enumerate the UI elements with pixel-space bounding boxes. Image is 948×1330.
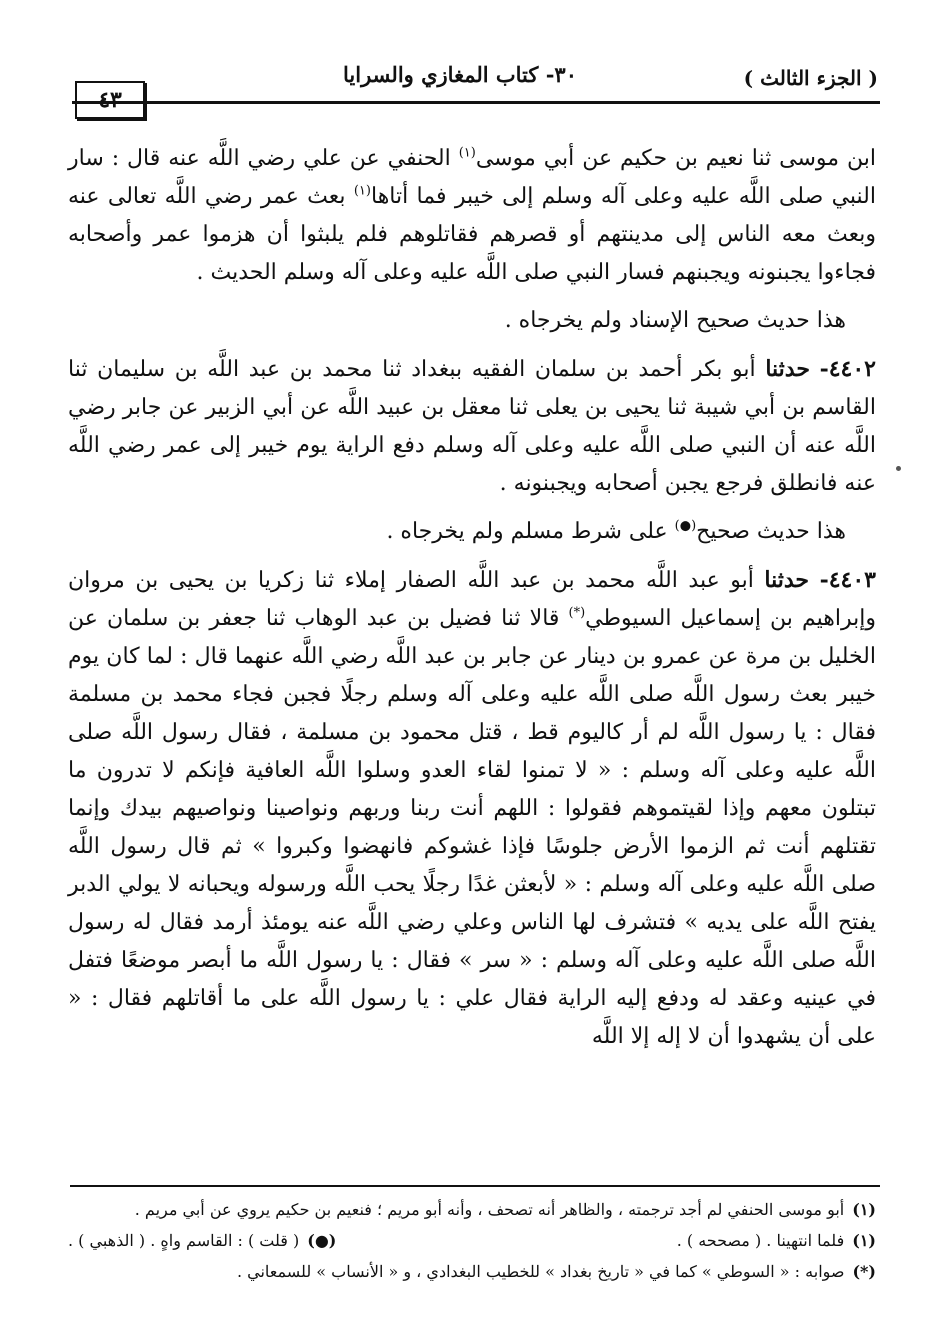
text-segment: على شرط مسلم ولم يخرجاه . — [386, 519, 675, 544]
footnote-ref: (*) — [568, 605, 586, 621]
footnote-2 — [677, 1225, 876, 1256]
footnote-3 — [68, 1225, 336, 1256]
footnote-ref: (١) — [353, 183, 371, 199]
hadith-number: ٤٤٠٢- — [819, 356, 876, 382]
footnote-mark: (*) — [852, 1262, 876, 1281]
footnote-divider — [70, 1185, 880, 1187]
footnote-4 — [68, 1256, 876, 1287]
footnote-1 — [68, 1194, 876, 1225]
grading-note: هذا حديث صحيح الإسناد ولم يخرجاه . — [504, 308, 846, 333]
hadith-4402 — [68, 350, 876, 503]
hadith-lead: حدثنا — [764, 567, 810, 593]
grading-note — [68, 513, 876, 551]
header-divider — [72, 101, 880, 104]
footnote-text: ( قلت ) : القاسم واهٍ . ( الذهبي ) . — [68, 1231, 300, 1250]
scan-speck — [896, 466, 901, 471]
text-segment: ابن موسى ثنا نعيم بن حكيم عن أبي موسى — [475, 146, 876, 171]
footnote-text: صوابه : « السوطي » كما في « تاريخ بغداد » للخطيب البغدادي ، و « الأنساب » للسمعاني . — [236, 1262, 845, 1281]
footnote-ref: (١) — [458, 145, 476, 161]
text-segment: هذا حديث صحيح — [696, 519, 846, 544]
footnote-mark: (١) — [852, 1200, 876, 1219]
footnotes — [68, 1194, 876, 1287]
paragraph-continuation — [68, 140, 876, 292]
text-segment: بعث عمر رضي اللَّه تعالى عنه وبعث معه الناس إلى مدينتهم أو قصرهم فقاتلوهم فلم يلبثوا أن هزموا عمر وأصحابه فجاءوا يجبنونه ويجبنهم فسار النبي صلى اللَّه عليه وعلى آله وسلم الحديث . — [68, 184, 876, 285]
part-label: ( الجزء الثالث ) — [743, 66, 878, 90]
text-segment: الحنفي عن علي رضي اللَّه عنه قال : سار النبي صلى اللَّه عليه وعلى آله وسلم إلى خيبر فما أتاها — [68, 146, 876, 209]
main-text — [68, 140, 876, 1056]
footnote-text: أبو موسى الحنفي لم أجد ترجمته ، والظاهر أنه تصحف ، وأنه أبو مريم ؛ فنعيم بن حكيم يروي عن أبي مريم . — [134, 1200, 845, 1219]
chapter-title: ٣٠- كتاب المغازي والسرايا — [343, 62, 577, 87]
hadith-lead: حدثنا — [765, 356, 810, 382]
page-number: ٤٣ — [75, 81, 145, 119]
hadith-4403 — [68, 561, 876, 1056]
hadith-text: أبو بكر أحمد بن سلمان الفقيه ببغداد ثنا محمد بن عبد اللَّه بن سليمان ثنا القاسم بن أبي شيبة ثنا يحيى بن يعلى ثنا معقل بن عبيد اللَّه عن أبي الزبير عن جابر رضي اللَّه عنه أن النبي صلى اللَّه عليه وعلى آله وسلم دفع الراية يوم خيبر إلى عمر رضي اللَّه عنه فانطلق فرجع يجبن أصحابه ويجبنونه . — [68, 357, 876, 496]
footnote-mark: (●) — [307, 1231, 337, 1250]
footnote-text: فلما انتهينا . ( مصححه ) . — [676, 1231, 845, 1250]
hadith-text: قالا ثنا فضيل بن عبد الوهاب ثنا جعفر بن سلمان عن الخليل بن مرة عن عمرو بن دينار عن جابر بن عبد اللَّه رضي اللَّه عنهما قال : لما كان يوم خيبر بعث رسول اللَّه صلى اللَّه عليه وعلى آله وسلم رجلًا فجبن فجاء محمد بن مسلمة فقال : يا رسول اللَّه لم أر كاليوم قط ، قتل محمود بن مسلمة ، فقال رسول اللَّه صلى اللَّه عليه وعلى آله وسلم : « لا تمنوا لقاء العدو وسلوا اللَّه العافية فإنكم لا تدرون ما تبتلون معهم وإذا لقيتموهم فقولوا : اللهم أنت ربنا وربهم ونواصينا ونواصيهم بيدك وإنما تقتلهم أنت ثم الزموا الأرض جلوسًا فإذا غشوكم فانهضوا وكبروا » ثم قال رسول اللَّه صلى اللَّه عليه وعلى آله وسلم : « لأبعثن غدًا رجلًا يحب اللَّه ورسوله ويحبانه لا يولي الدبر يفتح اللَّه على يديه » فتشرف لها الناس وعلي رضي اللَّه عنه يومئذ أرمد فقال له رسول اللَّه صلى اللَّه عليه وعلى آله وسلم : « سر » فقال : يا رسول اللَّه ما أبصر موضعًا فتفل في عينيه وعقد له ودفع إليه الراية فقال علي : يا رسول اللَّه على ما أقاتلهم فقال : « على أن يشهدوا أن لا إله إلا اللَّه — [68, 606, 876, 1049]
footnote-row-2 — [68, 1225, 876, 1256]
hadith-number: ٤٤٠٣- — [819, 567, 876, 593]
footnote-mark: (١) — [852, 1231, 876, 1250]
footnote-ref: (●) — [674, 518, 697, 534]
hadith-text: أبو عبد اللَّه محمد بن عبد اللَّه الصفار إملاء ثنا زكريا بن يحيى بن مروان وإبراهيم بن إسماعيل السيوطي — [68, 568, 876, 631]
